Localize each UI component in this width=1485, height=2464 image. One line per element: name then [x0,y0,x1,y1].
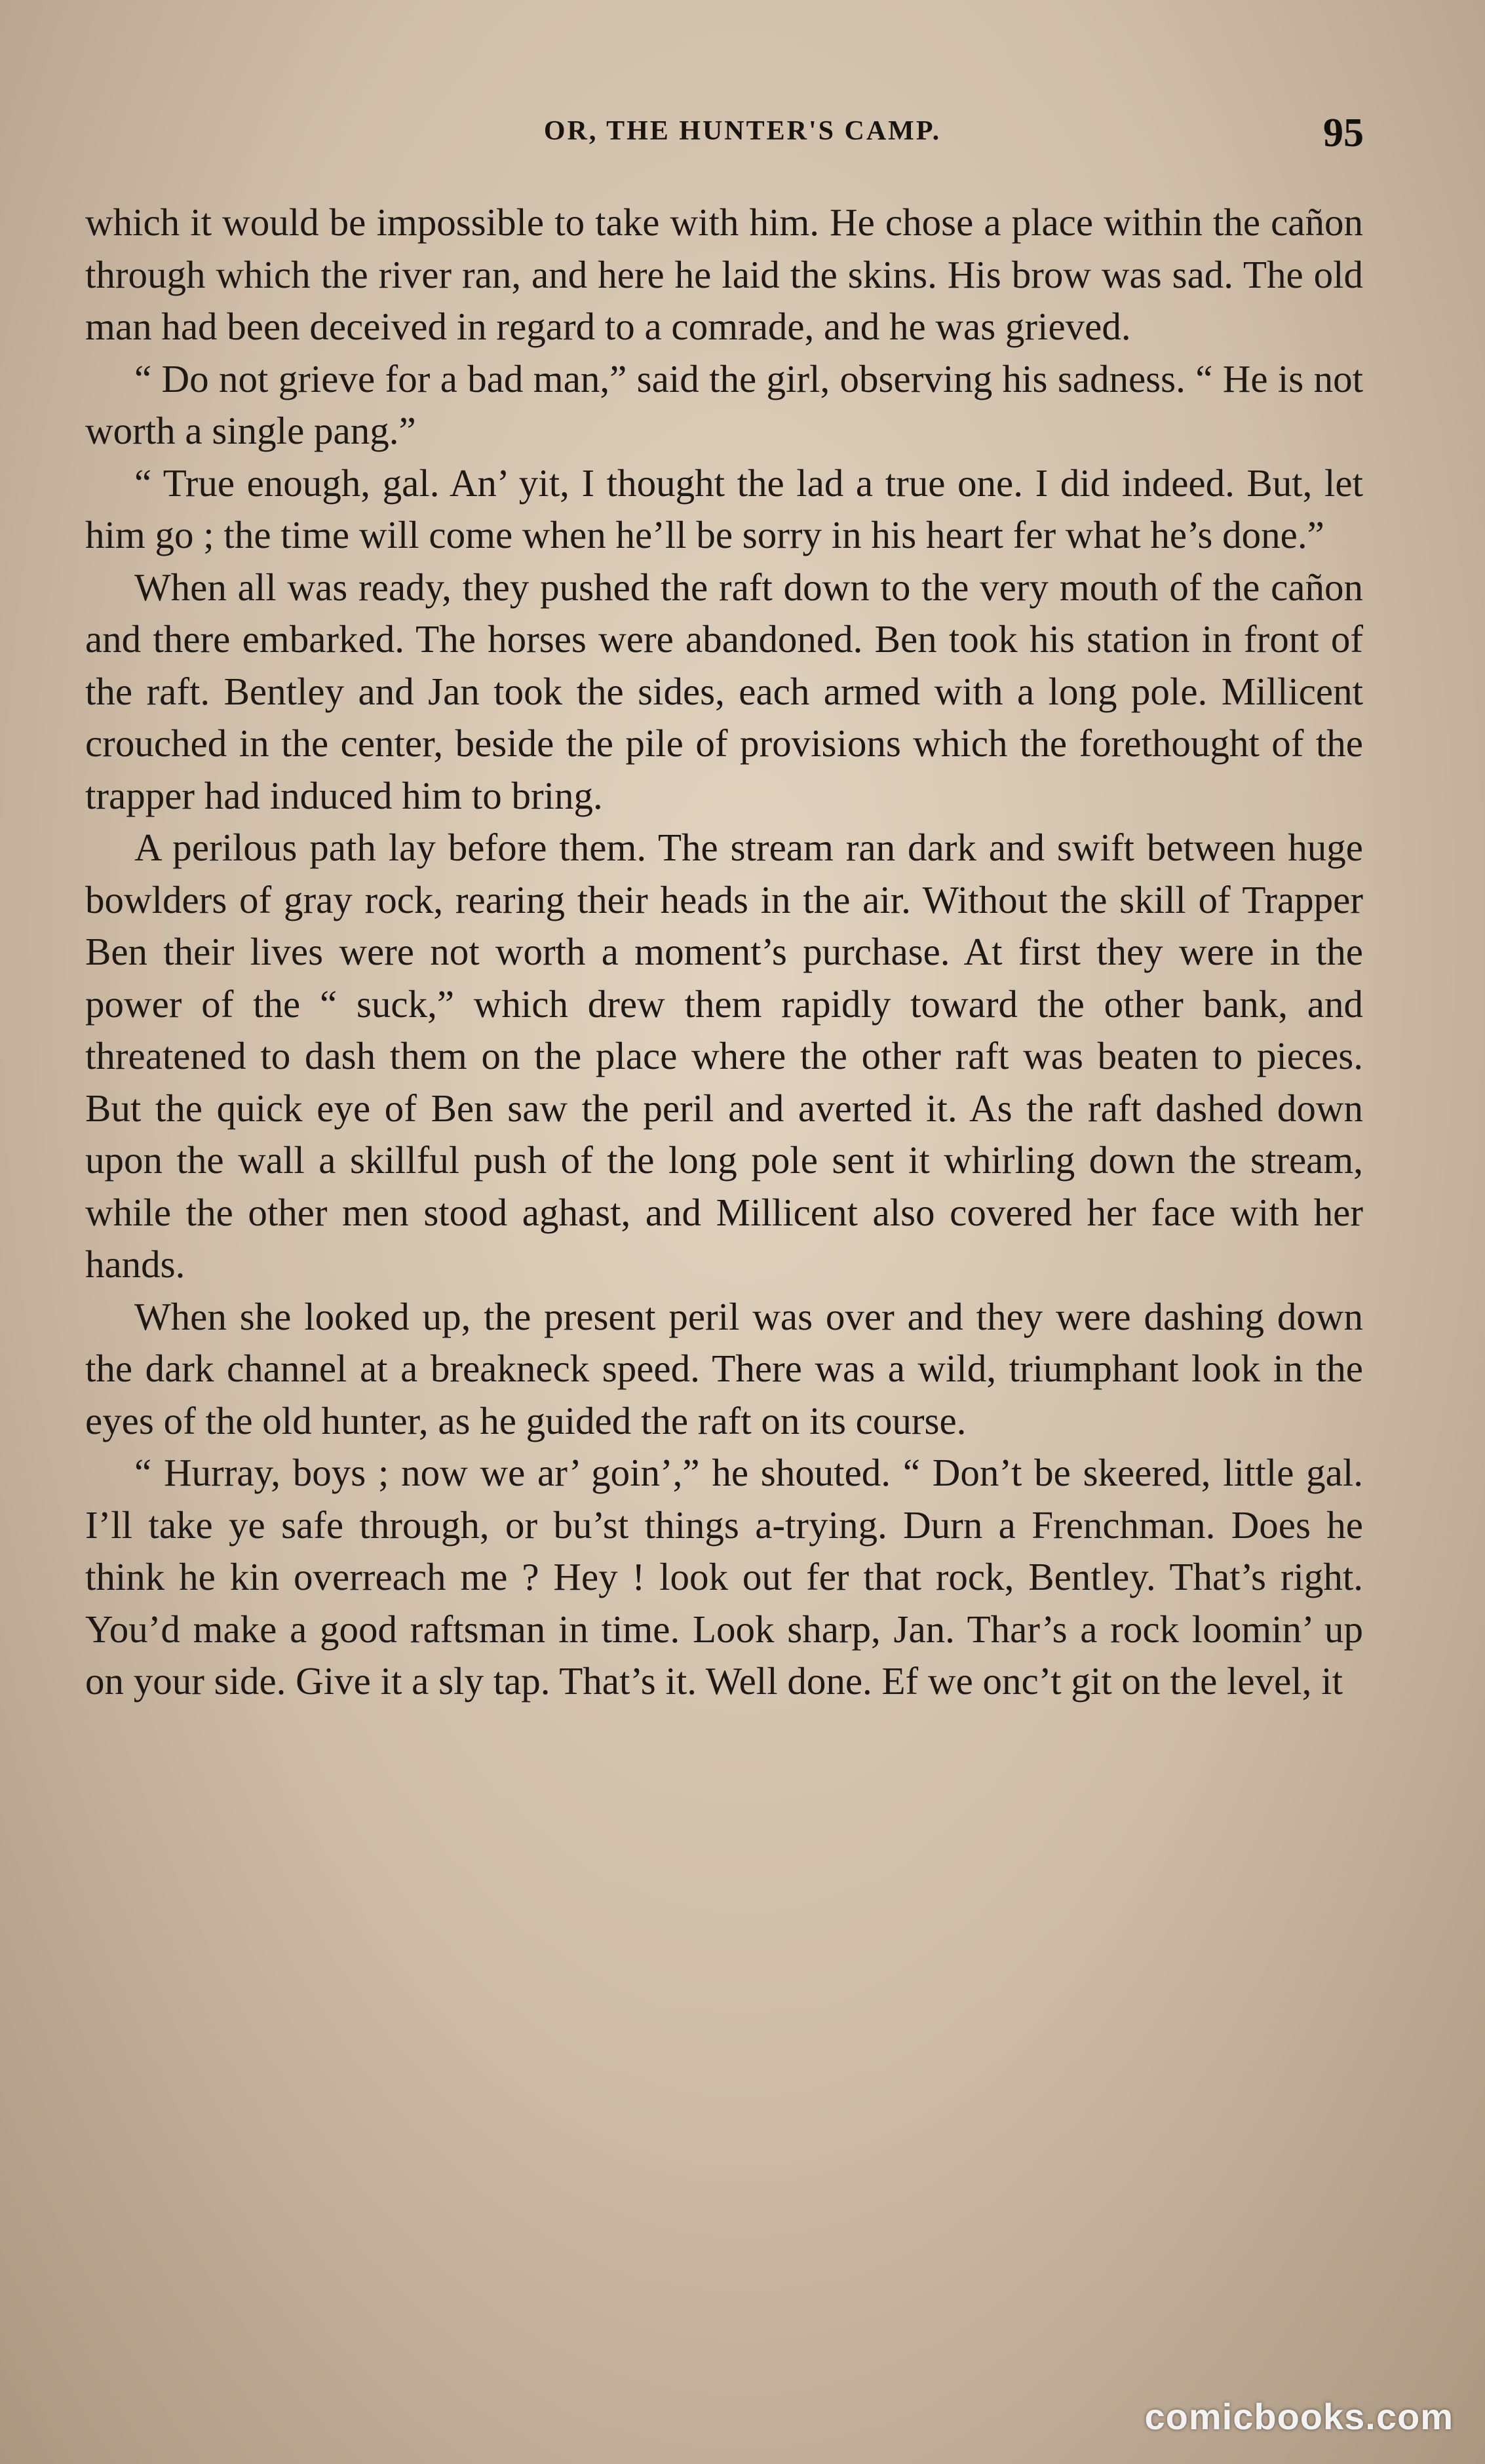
page-header [0,110,1485,163]
paragraph-1: which it would be impossible to take with him. He chose a place within the cañon through which the river ran, and here he laid the skins. His brow was sad. The old man had been deceived in regard to a comrade, and he was grieved. [85,201,1363,348]
paragraph-7: “ Hurray, boys ; now we ar’ goin’,” he shouted. “ Don’t be skeered, little gal. I’ll take ye safe through, or bu’st things a-trying. Durn a Frenchman. Does he think he kin overreach me ? Hey ! look out fer that rock, Bentley. That’s right. You’d make a good raftsman in time. Look sharp, Jan. Thar’s a rock loomin’ up on your side. Give it a sly tap. That’s it. Well done. Ef we onc’t git on the level, it [85,1451,1363,1703]
paragraph-4: When all was ready, they pushed the raft down to the very mouth of the cañon and there embarked. The horses were abandoned. Ben took his station in front of the raft. Bentley and Jan took the sides, each armed with a long pole. Millicent crouched in the center, beside the pile of provisions which the forethought of the trapper had induced him to bring. [85,565,1363,817]
paragraph-3: “ True enough, gal. An’ yit, I thought the lad a true one. I did indeed. But, let him go ; the time will come when he’ll be sorry in his heart fer what he’s done.” [85,461,1363,556]
paragraph-2: “ Do not grieve for a bad man,” said the girl, observing his sadness. “ He is not worth a single pang.” [85,356,1363,452]
watermark: comicbooks.com [1144,2396,1454,2437]
body-text [85,197,1363,1708]
paragraph-6: When she looked up, the present peril was over and they were dashing down the dark channel at a breakneck speed. There was a wild, triumphant look in the eyes of the old hunter, as he guided the raft on its course. [85,1294,1363,1442]
page-number: 95 [1323,111,1364,155]
paragraph-5: A perilous path lay before them. The stream ran dark and swift between huge bowlders of gray rock, rearing their heads in the air. Without the skill of Trapper Ben their lives were not worth a moment’s purchase. At first they were in the power of the “ suck,” which drew them rapidly toward the other bank, and threatened to dash them on the place where the other raft was beaten to pieces. But the quick eye of Ben saw the peril and averted it. As the raft dashed down upon the wall a skillful push of the long pole sent it whirling down the stream, while the other men stood aghast, and Millicent also covered her face with her hands. [85,826,1363,1286]
running-head: OR, THE HUNTER'S CAMP. [543,116,942,146]
